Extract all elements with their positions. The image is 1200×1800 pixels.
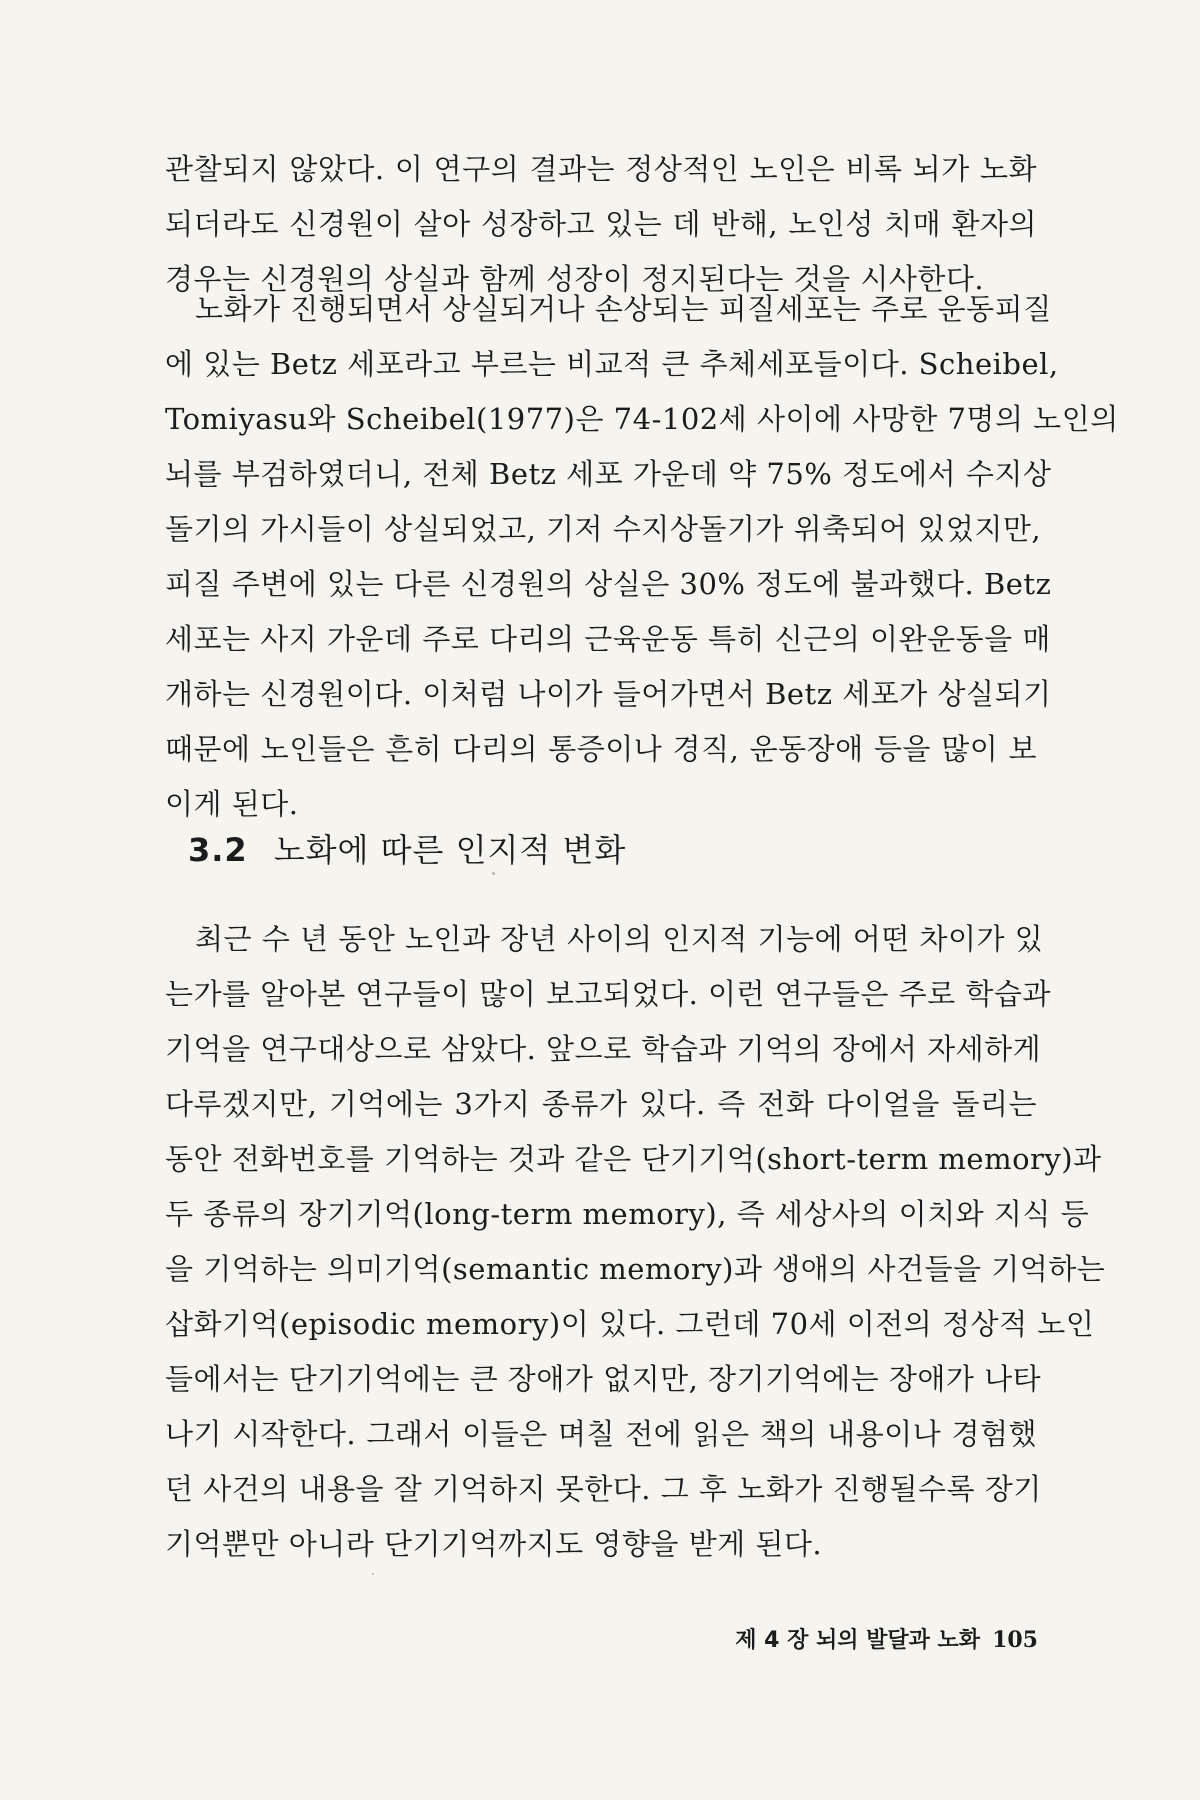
text-line: 을 기억하는 의미기억(semantic memory)과 생애의 사건들을 기억하는 [165,1252,1106,1286]
text-line: 최근 수 년 동안 노인과 장년 사이의 인지적 기능에 어떤 차이가 있 [195,922,1044,956]
page-footer [676,1620,1038,1660]
text-line: 동안 전화번호를 기억하는 것과 같은 단기기억(short-term memory)과 [165,1142,1102,1176]
section-heading [188,825,626,875]
text-line: 개하는 신경원이다. 이처럼 나이가 들어가면서 Betz 세포가 상실되기 [165,677,1052,711]
text-line: 들에서는 단기기억에는 큰 장애가 없지만, 장기기억에는 장애가 나타 [165,1362,1042,1396]
text-line: 던 사건의 내용을 잘 기억하지 못한다. 그 후 노화가 진행될수록 장기 [165,1472,1042,1506]
text-line: 기억뿐만 아니라 단기기억까지도 영향을 받게 된다. [165,1527,823,1561]
text-line: 피질 주변에 있는 다른 신경원의 상실은 30% 정도에 불과했다. Betz [165,567,1052,601]
running-head: 제 4 장 뇌의 발달과 노화 [735,1628,981,1653]
text-line: 노화가 진행되면서 상실되거나 손상되는 피질세포는 주로 운동피질 [195,292,1052,326]
text-line: 관찰되지 않았다. 이 연구의 결과는 정상적인 노인은 비록 뇌가 노화 [165,152,1037,186]
text-line: 에 있는 Betz 세포라고 부르는 비교적 큰 추체세포들이다. Scheibel, [165,347,1059,381]
section-number: 3.2 [188,831,248,869]
text-line: 두 종류의 장기기억(long-term memory), 즉 세상사의 이치와 지식 등 [165,1197,1090,1231]
text-line: 다루겠지만, 기억에는 3가지 종류가 있다. 즉 전화 다이얼을 돌리는 [165,1087,1037,1121]
text-line: Tomiyasu와 Scheibel(1977)은 74-102세 사이에 사망한 7명의 노인의 [165,402,1119,436]
text-line: 경우는 신경원의 상실과 함께 성장이 정지된다는 것을 시사한다. [165,262,985,296]
text-line: 삽화기억(episodic memory)이 있다. 그런데 70세 이전의 정상적 노인 [165,1307,1095,1341]
page-number: 105 [992,1627,1038,1653]
text-line: 돌기의 가시들이 상실되었고, 기저 수지상돌기가 위축되어 있었지만, [165,512,1042,546]
paragraph-3 [165,912,1106,1572]
section-title: 노화에 따른 인지적 변화 [273,831,627,869]
text-line: 기억을 연구대상으로 삼았다. 앞으로 학습과 기억의 장에서 자세하게 [165,1032,1042,1066]
text-line: 세포는 사지 가운데 주로 다리의 근육운동 특히 신근의 이완운동을 매 [165,622,1051,656]
text-line: 되더라도 신경원이 살아 성장하고 있는 데 반해, 노인성 치매 환자의 [165,207,1037,241]
text-line: 때문에 노인들은 흔히 다리의 통증이나 경직, 운동장애 등을 많이 보 [165,732,1037,766]
scan-speck [492,872,495,875]
text-line: 뇌를 부검하였더니, 전체 Betz 세포 가운데 약 75% 정도에서 수지상 [165,457,1052,491]
text-line: 이게 된다. [165,787,299,821]
paragraph-2 [165,282,1119,832]
text-line: 나기 시작한다. 그래서 이들은 며칠 전에 읽은 책의 내용이나 경험했 [165,1417,1037,1451]
text-line: 는가를 알아본 연구들이 많이 보고되었다. 이런 연구들은 주로 학습과 [165,977,1051,1011]
scan-speck [372,1573,374,1575]
